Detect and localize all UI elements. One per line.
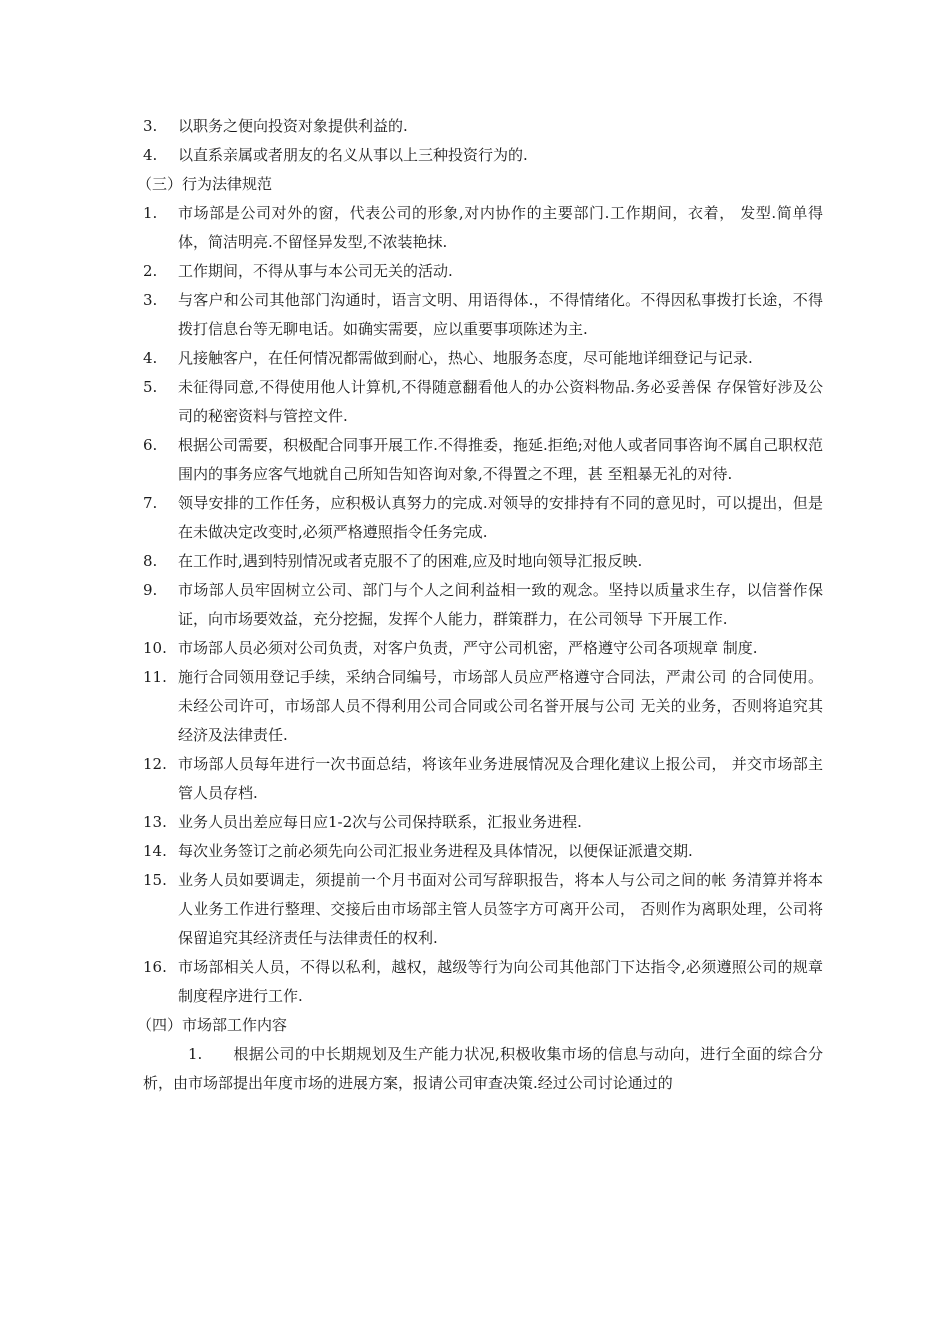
list-text: 业务人员出差应每日应1-2次与公司保持联系，汇报业务进程. [178,813,582,831]
list-text: 在工作时,遇到特别情况或者克服不了的困难,应及时地向领导汇报反映. [178,552,643,570]
list-item [143,141,823,170]
body-paragraph [143,1040,823,1098]
list-item [143,837,823,866]
list-text: 施行合同领用登记手续，采纳合同编号，市场部人员应严格遵守合同法，严肃公司 的合同使用。未经公司许可，市场部人员不得利用公司合同或公司名誉开展与公司 无关的业务，否则将追究其经济及法律责任. [178,668,823,744]
list-number: 7. [143,494,158,512]
list-text: 以直系亲属或者朋友的名义从事以上三种投资行为的. [178,146,528,164]
list-text: 业务人员如要调走，须提前一个月书面对公司写辞职报告，将本人与公司之间的帐 务清算并将本人业务工作进行整理、交接后由市场部主管人员签字方可离开公司， 否则作为离职处理，公司将保留追究其经济责任与法律责任的权利. [178,871,823,947]
section-heading-3: （三）行为法律规范 [137,175,273,193]
list-item [143,431,823,489]
list-number: 1. [143,204,158,222]
list-text: 以职务之便向投资对象提供利益的. [178,117,408,135]
list-number: 4. [143,349,158,367]
list-text: 根据公司需要，积极配合同事开展工作.不得推委，拖延.拒绝;对他人或者同事咨询不属自己职权范围内的事务应客气地就自己所知告知咨询对象,不得置之不理，甚 至粗暴无礼的对待. [178,436,823,483]
list-number: 8. [143,552,158,570]
list-text: 凡接触客户，在任何情况都需做到耐心，热心、地服务态度，尽可能地详细登记与记录. [178,349,753,367]
list-number: 16. [143,958,167,976]
list-text: 市场部相关人员，不得以私利，越权，越级等行为向公司其他部门下达指令,必须遵照公司的规章制度程序进行工作. [178,958,823,1005]
list-item [143,286,823,344]
list-text: 工作期间，不得从事与本公司无关的活动. [178,262,453,280]
list-number: 4. [143,146,158,164]
list-item [143,953,823,1011]
list-text: 市场部人员牢固树立公司、部门与个人之间利益相一致的观念。坚持以质量求生存，以信誉作保证，向市场要效益，充分挖掘，发挥个人能力，群策群力，在公司领导 下开展工作. [178,581,823,628]
list-item [143,547,823,576]
list-item [143,112,823,141]
list-item [143,866,823,953]
list-number: 6. [143,436,158,454]
list-text: 市场部是公司对外的窗，代表公司的形象,对内协作的主要部门.工作期间，衣着， 发型.简单得体，简洁明亮.不留怪异发型,不浓装艳抹. [178,204,823,251]
list-text: 与客户和公司其他部门沟通时，语言文明、用语得体.，不得情绪化。不得因私事拨打长途，不得拨打信息台等无聊电话。如确实需要，应以重要事项陈述为主. [178,291,823,338]
paragraph-number: 1. [188,1045,203,1063]
list-item [143,634,823,663]
list-text: 每次业务签订之前必须先向公司汇报业务进程及具体情况，以便保证派遣交期. [178,842,693,860]
list-number: 11. [143,668,167,686]
list-number: 13. [143,813,167,831]
list-text: 市场部人员必须对公司负责，对客户负责，严守公司机密，严格遵守公司各项规章 制度. [178,639,758,657]
list-number: 9. [143,581,158,599]
list-text: 未征得同意,不得使用他人计算机,不得随意翻看他人的办公资料物品.务必妥善保 存保管好涉及公司的秘密资料与管控文件. [178,378,823,425]
list-item [143,808,823,837]
list-number: 12. [143,755,167,773]
list-item [143,257,823,286]
list-item [143,750,823,808]
list-number: 2. [143,262,158,280]
list-number: 5. [143,378,158,396]
list-item [143,373,823,431]
list-item [143,199,823,257]
section-heading-4: （四）市场部工作内容 [137,1016,288,1034]
list-text: 领导安排的工作任务，应积极认真努力的完成.对领导的安排持有不同的意见时，可以提出，但是在未做决定改变时,必须严格遵照指令任务完成. [178,494,823,541]
list-item [143,576,823,634]
list-item [143,663,823,750]
document-body [137,112,823,1098]
list-number: 15. [143,871,167,889]
list-item [143,489,823,547]
list-number: 14. [143,842,167,860]
list-item [143,344,823,373]
list-number: 3. [143,117,158,135]
list-text: 市场部人员每年进行一次书面总结，将该年业务进展情况及合理化建议上报公司， 并交市场部主管人员存档. [178,755,823,802]
list-number: 10. [143,639,167,657]
paragraph-text: 根据公司的中长期规划及生产能力状况,积极收集市场的信息与动向，进行全面的综合分析，由市场部提出年度市场的进展方案，报请公司审查决策.经过公司讨论通过的 [143,1045,823,1092]
list-number: 3. [143,291,158,309]
